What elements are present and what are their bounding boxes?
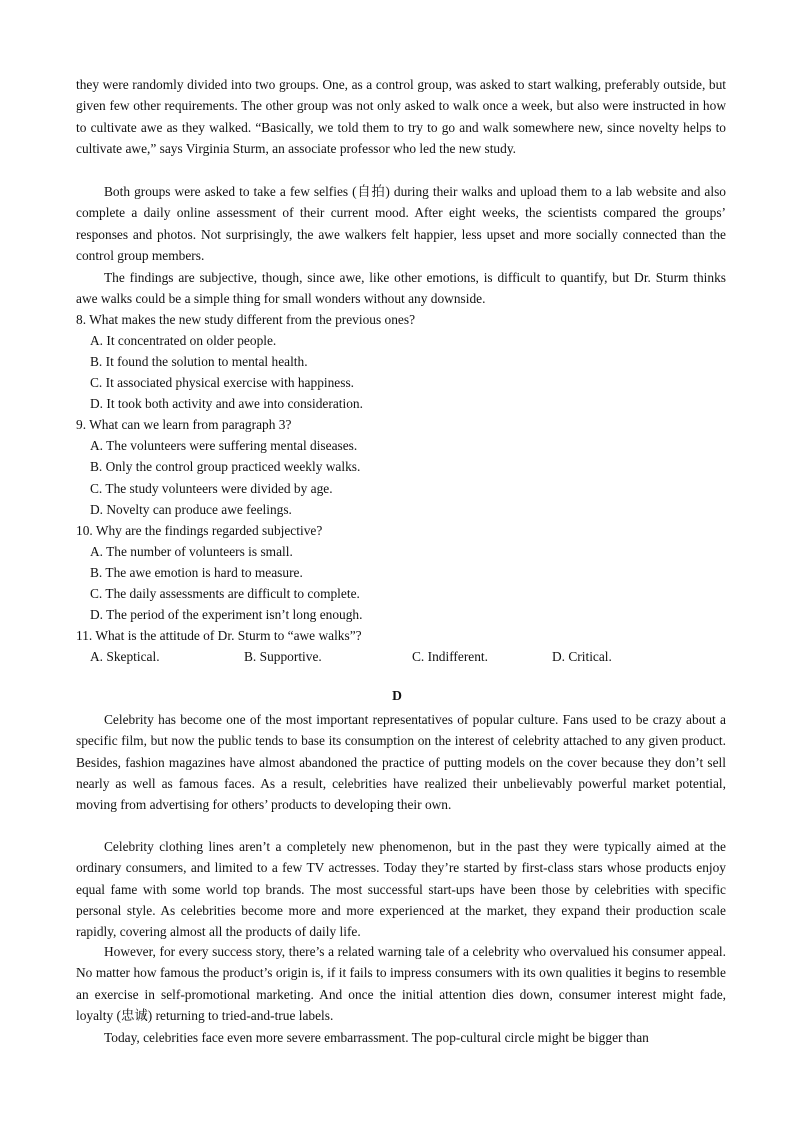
question-10-stem: 10. Why are the findings regarded subjective? [76, 523, 323, 538]
question-11-option-a: A. Skeptical. [90, 649, 160, 664]
question-8-option-b: B. It found the solution to mental health. [90, 354, 308, 369]
question-11-option-b: B. Supportive. [244, 649, 322, 664]
passage-c-paragraph-2-end: they were randomly divided into two groups. One, as a control group, was asked to start walking, preferably outside, but given few other requirements. The other group was not only asked to walk once a week, but also were instructed in how to cultivate awe as they walked. “Basically, we told them to try to go and walk somewhere new, since novelty helps to cultivate awe,” says Virginia Sturm, an associate professor who led the new study. [76, 77, 726, 156]
question-9-option-a: A. The volunteers were suffering mental diseases. [90, 438, 358, 453]
question-8-stem: 8. What makes the new study different from the previous ones? [76, 312, 416, 327]
question-9-option-d: D. Novelty can produce awe feelings. [90, 502, 292, 517]
passage-d-paragraph-4: Today, celebrities face even more severe embarrassment. The pop-cultural circle might be bigger than [104, 1030, 649, 1045]
question-10-option-b: B. The awe emotion is hard to measure. [90, 565, 303, 580]
question-10-option-d: D. The period of the experiment isn’t long enough. [90, 607, 363, 622]
question-10-option-c: C. The daily assessments are difficult to complete. [90, 586, 360, 601]
question-9-option-c: C. The study volunteers were divided by age. [90, 481, 333, 496]
question-11-stem: 11. What is the attitude of Dr. Sturm to “awe walks”? [76, 628, 362, 643]
question-9-stem: 9. What can we learn from paragraph 3? [76, 417, 292, 432]
question-11-option-c: C. Indifferent. [412, 649, 488, 664]
passage-d-paragraph-3: However, for every success story, there’s a related warning tale of a celebrity who overvalued his consumer appeal. No matter how famous the product’s origin is, if it fails to impress consumers with its own qualities it begins to resemble an exercise in self-promotional marketing. And once the initial attention dies down, consumer interest might fade, loyalty (忠诚) returning to tried-and-true labels. [76, 944, 726, 1023]
passage-c-paragraph-4: The findings are subjective, though, since awe, like other emotions, is difficult to quantify, but Dr. Sturm thinks awe walks could be a simple thing for small wonders without any downside. [76, 270, 726, 307]
question-8-option-a: A. It concentrated on older people. [90, 333, 277, 348]
question-8-option-d: D. It took both activity and awe into consideration. [90, 396, 363, 411]
question-11-option-d: D. Critical. [552, 649, 612, 664]
question-10-option-a: A. The number of volunteers is small. [90, 544, 293, 559]
section-d-title: D [392, 688, 402, 703]
question-9-option-b: B. Only the control group practiced weekly walks. [90, 459, 361, 474]
passage-d-paragraph-2: Celebrity clothing lines aren’t a completely new phenomenon, but in the past they were typically aimed at the ordinary consumers, and limited to a few TV actresses. Today they’re started by first-class stars whose products enjoy equal fame with some world top brands. The most successful start-ups have been those by celebrities with specific personal style. As celebrities become more and more experienced at the market, they expand their production scale rapidly, covering almost all the products of daily life. [76, 839, 726, 940]
passage-d-paragraph-1: Celebrity has become one of the most important representatives of popular culture. Fans used to be crazy about a specific film, but now the public tends to base its consumption on the interest of celebrity attached to any given product. Besides, fashion magazines have almost abandoned the practice of putting models on the cover because they don’t sell nearly as well as famous faces. As a result, celebrities have realized their unbelievably powerful market potential, moving from advertising for others’ products to developing their own. [76, 712, 726, 813]
passage-c-paragraph-3: Both groups were asked to take a few selfies (自拍) during their walks and upload them to a lab website and also complete a daily online assessment of their current mood. After eight weeks, the scientists compared the groups’ responses and photos. Not surprisingly, the awe walkers felt happier, less upset and more socially connected than the control group members. [76, 184, 726, 263]
question-8-option-c: C. It associated physical exercise with happiness. [90, 375, 355, 390]
